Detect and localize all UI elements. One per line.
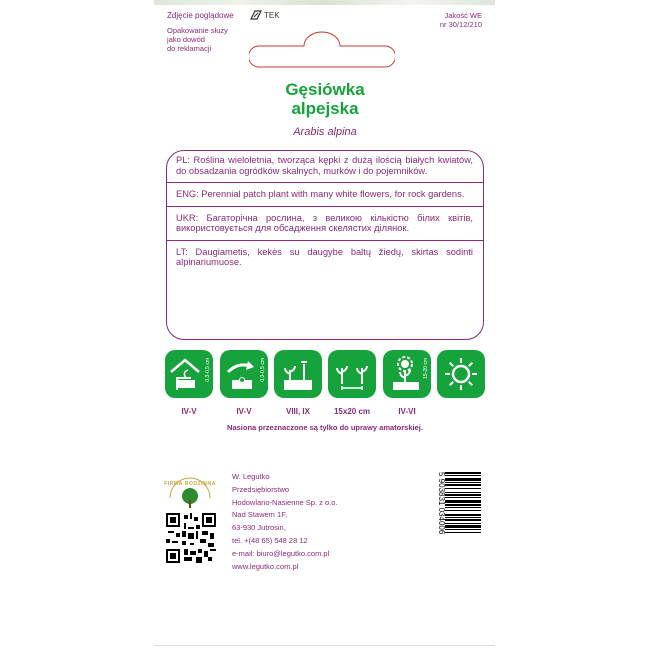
email-line: e-mail: biuro@legutko.com.pl <box>232 548 330 558</box>
quality-note <box>402 11 482 29</box>
address-line: Przedsiębiorstwo <box>232 484 290 494</box>
phone-line: tel. +(48 65) 548 28 12 <box>232 535 308 545</box>
packet-bottom-edge <box>154 645 495 646</box>
barcode-bar <box>445 500 481 503</box>
barcode-number: 5 903831 034006 <box>437 472 446 535</box>
address-line: Nad Stawem 1F, <box>232 510 288 520</box>
packaging-note <box>167 26 247 53</box>
photo-note: Zdjęcie poglądowe <box>167 11 234 20</box>
quality-line: nr 30/12/210 <box>439 20 482 29</box>
leaf-icon <box>250 10 262 20</box>
qr-code <box>166 513 216 563</box>
barcode <box>433 470 483 562</box>
divider <box>167 182 483 183</box>
packaging-note-line: do reklamacji <box>167 44 212 53</box>
sowing-outdoor-icon <box>220 350 268 398</box>
sowing-under-cover-icon <box>165 350 213 398</box>
barcode-bar <box>445 504 481 506</box>
product-title-line: alpejska <box>291 99 359 118</box>
barcode-bar <box>445 519 481 521</box>
divider <box>167 206 483 207</box>
icon-side-text: 0,3-0,5 cm <box>260 358 266 382</box>
address-line: Hodowlano-Nasienne Sp. z o.o. <box>232 497 338 507</box>
cultivation-icons <box>165 350 485 400</box>
tek-badge <box>250 10 280 20</box>
description-eng: ENG: Perennial patch plant with many white flowers, for rock gardens. <box>176 189 465 199</box>
planting-out-icon <box>274 350 322 398</box>
family-company-logo <box>164 476 216 512</box>
company-name: W. Legutko <box>232 472 270 481</box>
description-ukr: UKR: Багаторічна рослина, з великою кількістю білих квітів, використовується для обсадження скелястих ділянок. <box>176 212 473 233</box>
barcode-bar <box>445 472 481 474</box>
description-pl: PL: Roślina wieloletnia, tworząca kępki z dużą ilością białych kwiatów, do obsadzania ogródków skalnych, murków i do pojemników. <box>176 155 473 176</box>
barcode-bar <box>445 532 481 533</box>
website-line: www.legutko.com.pl <box>232 561 299 571</box>
product-title <box>200 80 450 118</box>
barcode-bar <box>445 492 481 493</box>
barcode-bar <box>445 523 481 524</box>
caption-planting-out: VIII, IX <box>285 407 310 416</box>
caption-spacing: 15x20 cm <box>333 407 371 416</box>
barcode-bar <box>445 497 481 498</box>
latin-name: Arabis alpina <box>293 126 357 138</box>
icon-side-text: 0,3-0,5 cm <box>205 358 211 382</box>
caption-flowering: IV-VI <box>398 407 416 416</box>
flowering-icon <box>383 350 431 398</box>
address-line: 63-930 Jutrosin, <box>232 523 286 533</box>
amateur-note: Nasiona przeznaczone są tylko do uprawy amatorskiej. <box>227 423 423 432</box>
barcode-bar <box>445 494 481 496</box>
photo-strip <box>154 0 495 5</box>
barcode-bar <box>445 484 481 486</box>
product-title-line: Gęsiówka <box>285 80 365 99</box>
barcode-bar <box>445 514 481 516</box>
company-address <box>232 471 337 573</box>
description-lt: LT: Daugiametis, kekės su daugybe baltų žiedų, skirtas sodinti alpinariumuose. <box>176 246 473 267</box>
barcode-bar <box>445 482 481 483</box>
icon-captions <box>165 407 485 419</box>
barcode-bar <box>445 478 481 481</box>
barcode-bar <box>445 517 481 518</box>
barcode-bar <box>445 525 481 528</box>
barcode-bar <box>445 488 481 489</box>
divider <box>167 240 483 241</box>
svg-text:FIRMA RODZINNA: FIRMA RODZINNA <box>164 481 216 487</box>
description-box <box>166 150 484 340</box>
tek-label: TEK <box>264 10 280 20</box>
icon-side-text: 15-20 cm <box>423 358 429 379</box>
caption-sowing-under-cover: IV-V <box>181 407 197 416</box>
full-sun-icon <box>437 350 485 398</box>
spacing-icon <box>328 350 376 398</box>
barcode-bar <box>445 529 481 530</box>
barcode-bar <box>445 475 481 476</box>
barcode-bar <box>445 510 481 511</box>
barcode-bar <box>445 507 481 508</box>
hanger-tab-outline <box>249 30 395 68</box>
caption-sowing-outdoor: IV-V <box>236 407 252 416</box>
quality-line: Jakość WE <box>444 11 482 20</box>
packaging-note-line: Opakowanie służy <box>167 26 228 35</box>
packaging-note-line: jako dowód <box>167 35 205 44</box>
